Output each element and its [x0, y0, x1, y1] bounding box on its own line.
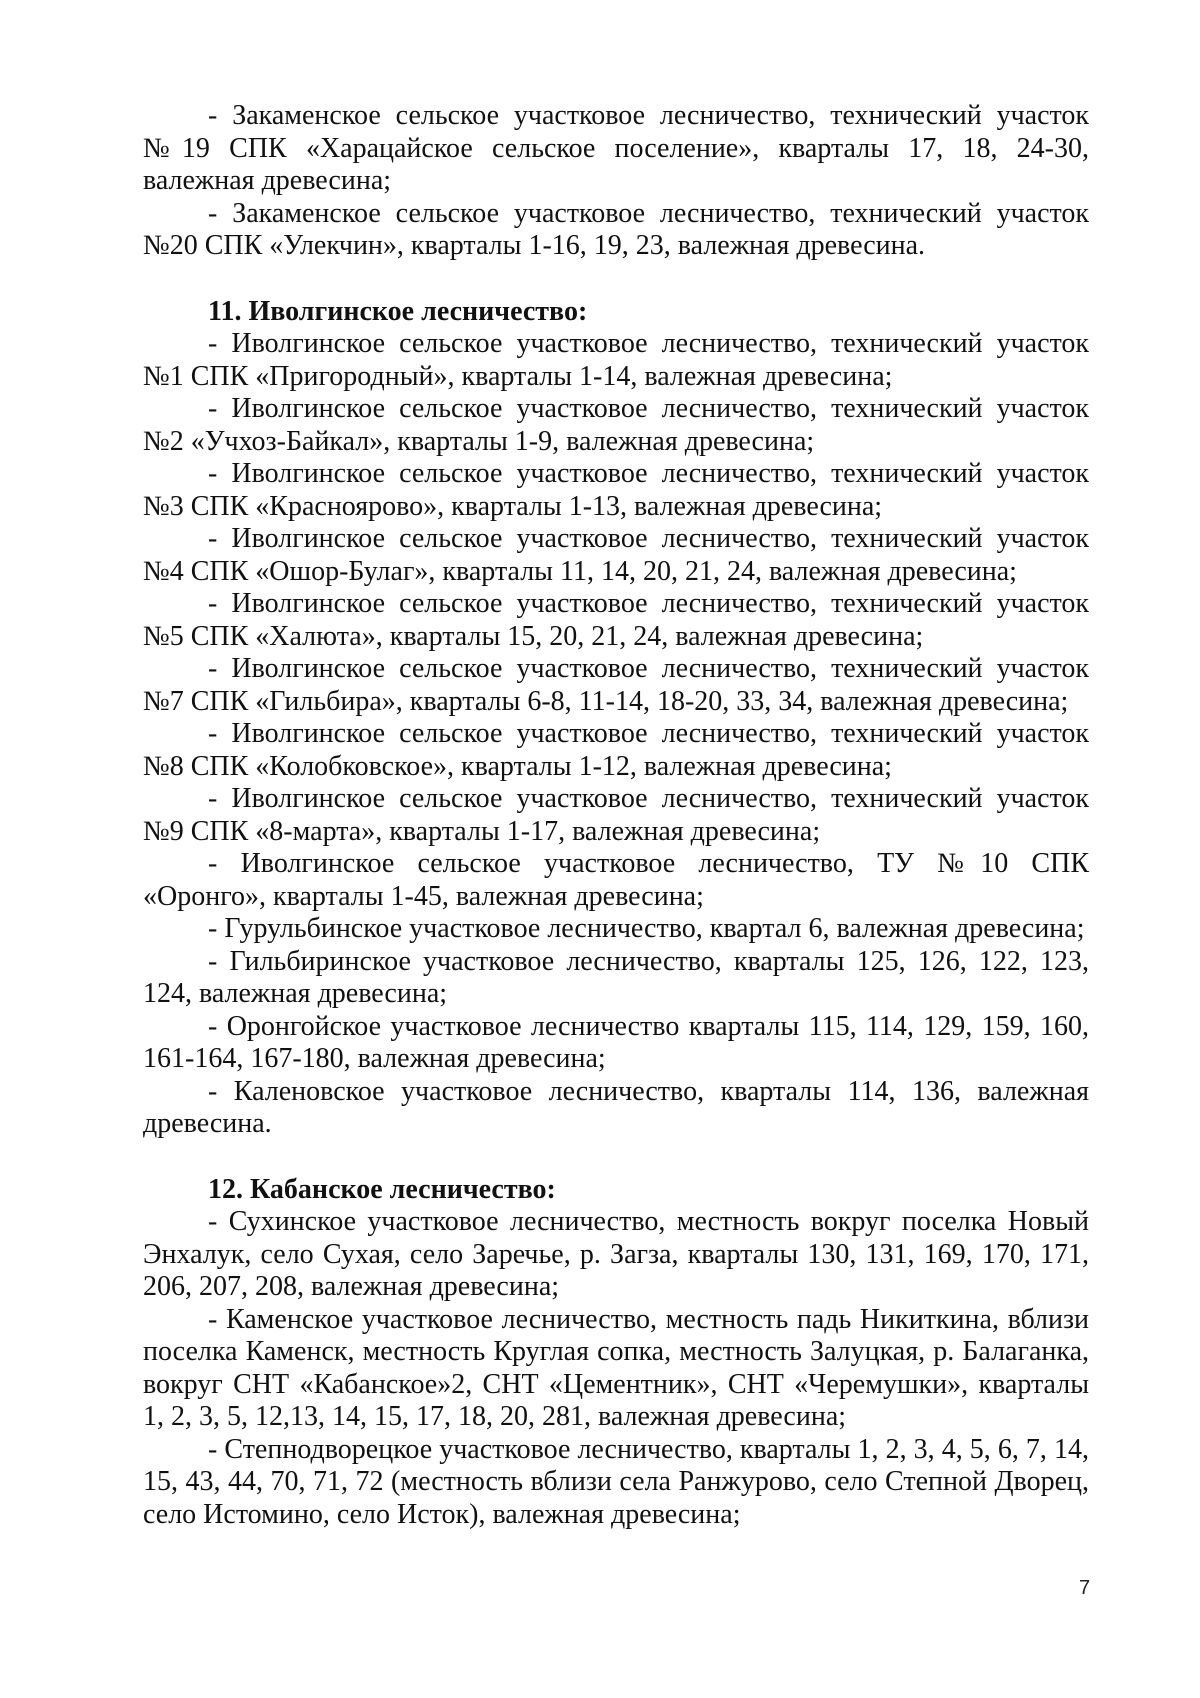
- list-item: - Оронгойское участковое лесничество кварталы 115, 114, 129, 159, 160, 161-164, 167-180, валежная древесина;: [143, 1010, 1089, 1074]
- list-item: - Иволгинское сельское участковое лесничество, технический участок №3 СПК «Красноярово», кварталы 1-13, валежная древесина;: [143, 458, 1089, 522]
- list-item: - Иволгинское сельское участковое лесничество, технический участок №9 СПК «8-марта», кварталы 1-17, валежная древесина;: [143, 783, 1089, 847]
- list-item: - Иволгинское сельское участковое лесничество, технический участок №2 «Учхоз-Байкал», кварталы 1-9, валежная древесина;: [143, 393, 1089, 457]
- list-item: - Иволгинское сельское участковое лесничество, технический участок №4 СПК «Ошор-Булаг», кварталы 11, 14, 20, 21, 24, валежная древесина;: [143, 523, 1089, 587]
- list-item: - Иволгинское сельское участковое лесничество, технический участок №5 СПК «Халюта», кварталы 15, 20, 21, 24, валежная древесина;: [143, 588, 1089, 652]
- section-heading: 11. Иволгинское лесничество:: [208, 295, 588, 327]
- list-item: - Гильбиринское участковое лесничество, кварталы 125, 126, 122, 123, 124, валежная древесина;: [143, 945, 1089, 1009]
- page-number: 7: [1079, 1577, 1091, 1599]
- list-item: - Иволгинское сельское участковое лесничество, технический участок №1 СПК «Пригородный», кварталы 1-14, валежная древесина;: [143, 328, 1089, 392]
- list-item: - Иволгинское сельское участковое лесничество, технический участок №8 СПК «Колобковское», кварталы 1-12, валежная древесина;: [143, 718, 1089, 782]
- list-item: - Закаменское сельское участковое лесничество, технический участок №19 СПК «Харацайское сельское поселение», кварталы 17, 18, 24-30, валежная древесина;: [143, 100, 1089, 196]
- document-body: [143, 100, 1089, 1531]
- list-item: - Каменское участковое лесничество, местность падь Никиткина, вблизи поселка Каменск, местность Круглая сопка, местность Залуцкая, р. Балаганка, вокруг СНТ «Кабанское»2, СНТ «Цементник», СНТ «Черемушки», кварталы 1, 2, 3, 5, 12,13, 14, 15, 17, 18, 20, 281, валежная древесина;: [143, 1303, 1089, 1432]
- section-heading: 12. Кабанское лесничество:: [208, 1173, 556, 1205]
- list-item: - Иволгинское сельское участковое лесничество, технический участок №7 СПК «Гильбира», кварталы 6-8, 11-14, 18-20, 33, 34, валежная древесина;: [143, 653, 1089, 717]
- list-item: - Степнодворецкое участковое лесничество, кварталы 1, 2, 3, 4, 5, 6, 7, 14, 15, 43, 44, 70, 71, 72 (местность вблизи села Ранжурово, село Степной Дворец, село Истомино, село Исток), валежная древесина;: [143, 1433, 1089, 1530]
- list-item: - Сухинское участковое лесничество, местность вокруг поселка Новый Энхалук, село Сухая, село Заречье, р. Загза, кварталы 130, 131, 169, 170, 171, 206, 207, 208, валежная древесина;: [143, 1206, 1089, 1302]
- list-item: - Каленовское участковое лесничество, кварталы 114, 136, валежная древесина.: [143, 1075, 1089, 1139]
- list-item: - Иволгинское сельское участковое лесничество, ТУ №10 СПК «Оронго», кварталы 1-45, валежная древесина;: [143, 848, 1089, 912]
- list-item: - Закаменское сельское участковое лесничество, технический участок №20 СПК «Улекчин», кварталы 1-16, 19, 23, валежная древесина.: [143, 197, 1089, 261]
- list-item: - Гурульбинское участковое лесничество, квартал 6, валежная древесина;: [208, 913, 1085, 944]
